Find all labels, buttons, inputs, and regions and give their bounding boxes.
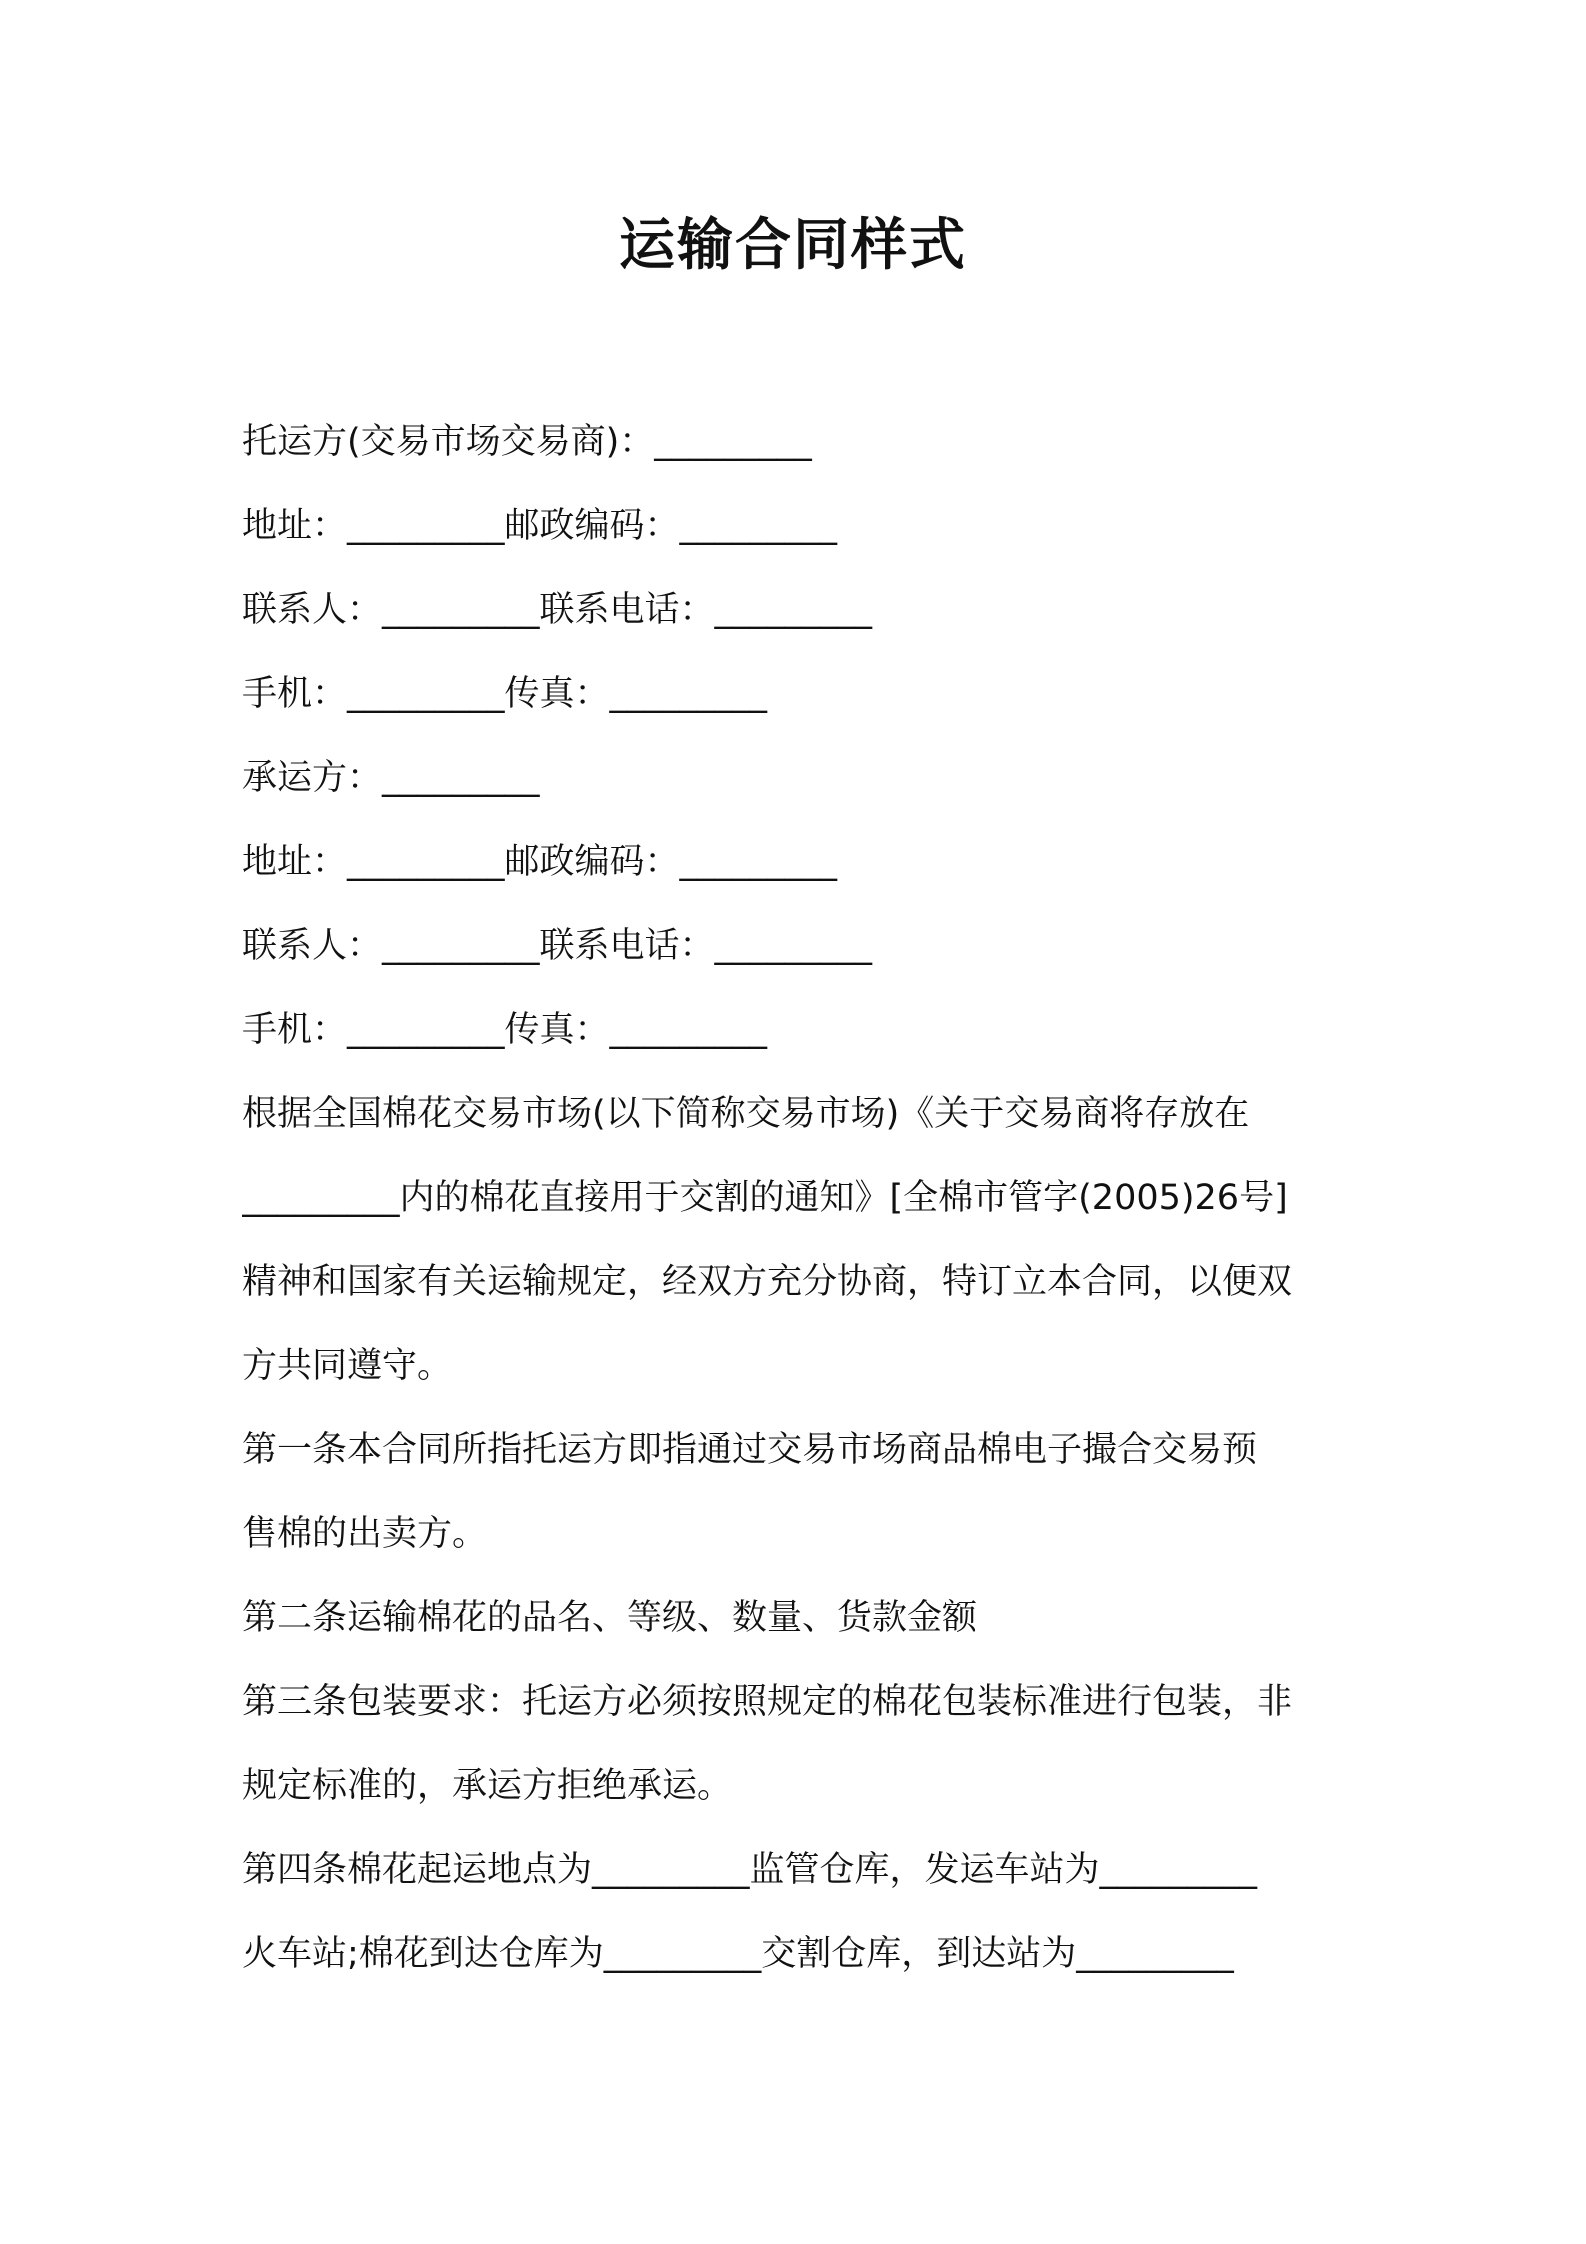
preamble-line: 根据全国棉花交易市场(以下简称交易市场)《关于交易商将存放在	[242, 1094, 1250, 1134]
consignor-phone-line: 手机：_________传真：_________	[242, 674, 768, 714]
article-3-line: 规定标准的，承运方拒绝承运。	[242, 1766, 733, 1806]
carrier-contact-line: 联系人：_________联系电话：_________	[242, 926, 873, 966]
consignor-contact-line: 联系人：_________联系电话：_________	[242, 590, 873, 630]
preamble-line: _________内的棉花直接用于交割的通知》[全棉市管字(2005)26号]	[242, 1178, 1288, 1218]
carrier-address-line: 地址：_________邮政编码：_________	[242, 842, 838, 882]
preamble-line: 精神和国家有关运输规定，经双方充分协商，特订立本合同，以便双	[242, 1262, 1293, 1302]
document-body	[242, 400, 1362, 1996]
article-4-line: 火车站;棉花到达仓库为_________交割仓库，到达站为_________	[242, 1934, 1234, 1974]
article-3-line: 第三条包装要求：托运方必须按照规定的棉花包装标准进行包装，非	[242, 1682, 1293, 1722]
consignor-line: 托运方(交易市场交易商)：_________	[242, 422, 812, 462]
carrier-phone-line: 手机：_________传真：_________	[242, 1010, 768, 1050]
preamble-line: 方共同遵守。	[242, 1346, 453, 1386]
consignor-address-line: 地址：_________邮政编码：_________	[242, 506, 838, 546]
article-1-line: 第一条本合同所指托运方即指通过交易市场商品棉电子撮合交易预	[242, 1430, 1258, 1470]
article-2-line: 第二条运输棉花的品名、等级、数量、货款金额	[242, 1598, 978, 1638]
document-title: 运输合同样式	[619, 213, 967, 278]
article-1-line: 售棉的出卖方。	[242, 1514, 488, 1554]
carrier-line: 承运方：_________	[242, 758, 540, 798]
article-4-line: 第四条棉花起运地点为_________监管仓库，发运车站为_________	[242, 1850, 1258, 1890]
